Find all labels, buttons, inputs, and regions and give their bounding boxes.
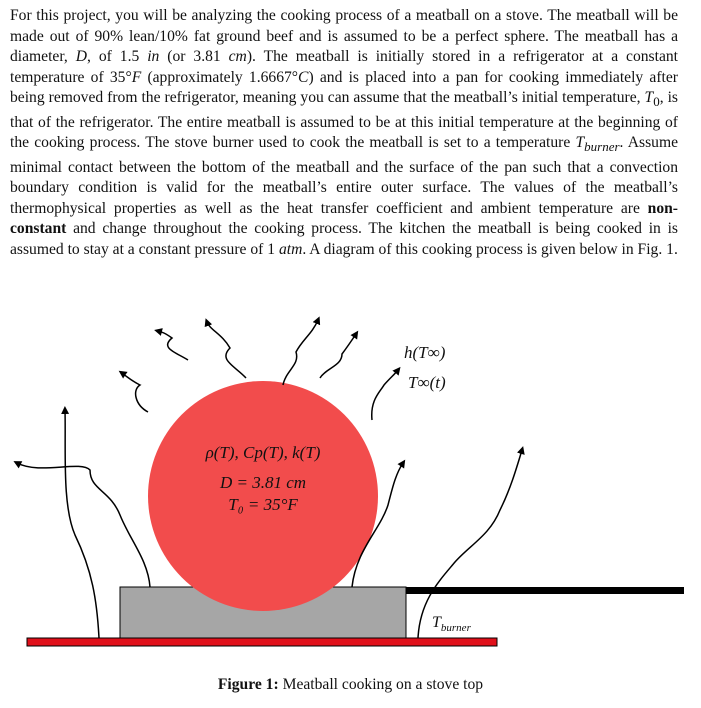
arrow-top-left — [158, 331, 188, 360]
arrow-upper-right — [372, 370, 398, 420]
unit-fahrenheit: F — [131, 68, 142, 86]
emphasis-non-constant: non-constant — [10, 199, 678, 238]
label-initial-temp: T₀ = 35°F — [228, 495, 298, 514]
text-part-2: (or 3.81 — [159, 48, 229, 65]
arrow-left-outer — [65, 410, 99, 638]
text-part-9: . A diagram of this cooking process is given below in Fig. 1. — [302, 240, 678, 258]
label-diameter: D = 3.81 cm — [219, 473, 307, 492]
pan-handle — [406, 587, 684, 594]
text-part-1: , of 1.5 — [87, 48, 148, 65]
var-t0-subscript: 0 — [653, 94, 660, 110]
label-burner-subscript: burner — [440, 622, 471, 634]
burner-element — [27, 638, 497, 646]
caption-text: Meatball cooking on a stove top — [282, 676, 484, 693]
text-part-4: (approximately 1.6667° — [141, 68, 299, 86]
unit-inch: in — [147, 48, 160, 65]
label-heat-transfer-coefficient: h(T∞) — [404, 343, 446, 362]
arrow-top-center — [207, 322, 246, 378]
text-part-6: , is that of the refrigerator. The entire meatball is assumed to be at this initial temperature at the beginning of the cooking process. The stove burner used to cook the meatball is set to a temperature — [10, 89, 678, 152]
text-part-3: ). The meatball is initially stored in a refrigerator at a constant temperature of 35° — [10, 48, 679, 86]
arrow-right-outer — [418, 450, 522, 638]
var-tburner-subscript: burner — [584, 139, 620, 155]
var-tburner: T — [575, 134, 585, 152]
unit-celsius: C — [298, 68, 309, 86]
unit-atm: atm — [278, 240, 303, 258]
label-burner-temp — [432, 614, 472, 634]
arrow-top-right — [283, 320, 318, 385]
arrow-upper-left — [122, 373, 148, 412]
text-part-8: and change throughout the cooking process. The kitchen the meatball is being cooked in is assumed to stay at a constant pressure of 1 — [10, 220, 678, 258]
figure-caption — [0, 676, 701, 694]
label-properties: ρ(T), Cp(T), k(T) — [205, 443, 321, 462]
label-burner-t: T — [432, 614, 441, 631]
text-intro: For this project, you will be analyzing the cooking process of a meatball on a stove. The meatball will be made out of 90% lean/10% fat ground beef and is assumed to be a perfect sphere. The meatball has a diameter, — [10, 7, 678, 65]
var-diameter: D — [75, 48, 88, 65]
text-part-5: ) and is placed into a pan for cooking immediately after being removed from the refrigerator, meaning you can assume that the meatball’s initial temperature, — [10, 68, 678, 106]
meatball-diagram — [0, 300, 701, 670]
arrow-top-right-2 — [320, 334, 356, 378]
text-part-7: . Assume minimal contact between the bottom of the meatball and the surface of the pan such that a convection boundary condition is valid for the meatball’s entire outer surface. The values of the meatball’s thermophysical properties as well as the heat transfer coefficient and ambient temperature are — [10, 134, 678, 217]
var-t0: T — [644, 89, 654, 106]
caption-label: Figure 1: — [217, 676, 279, 693]
label-ambient-temp: T∞(t) — [408, 373, 446, 392]
body-paragraph — [10, 6, 678, 260]
unit-cm: cm — [228, 48, 247, 65]
arrow-left-lower — [17, 463, 150, 587]
